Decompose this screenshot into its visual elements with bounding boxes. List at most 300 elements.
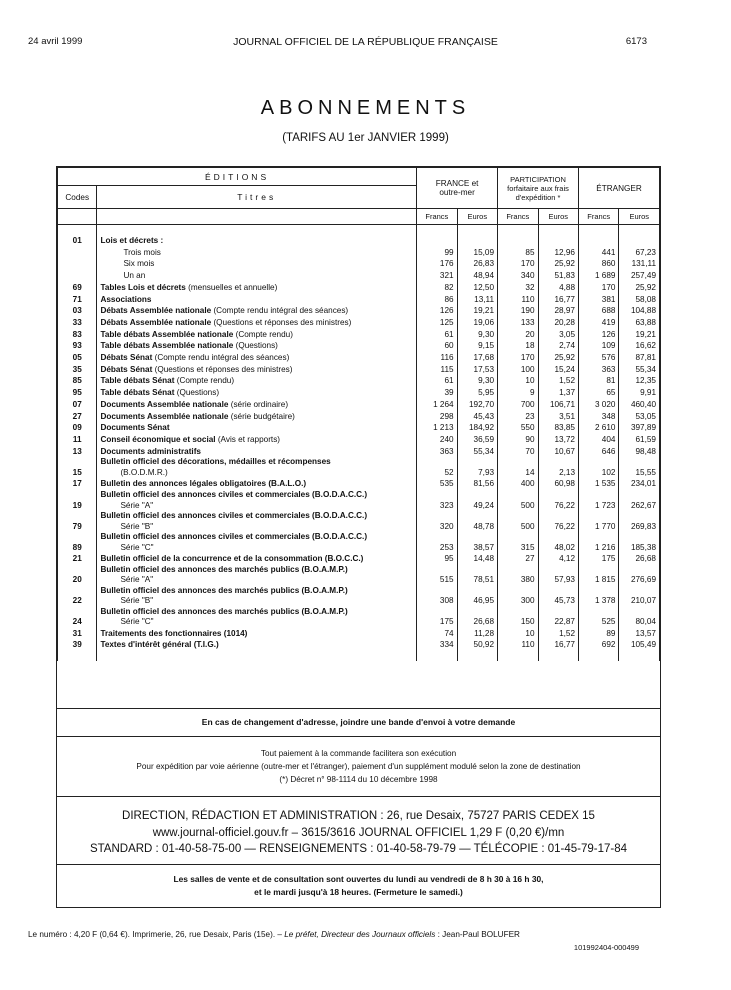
cell-participation-euros: 83,85 [538,422,578,434]
row-title-text: Bulletin officiel des annonces des marchés publics (B.O.A.M.P.) [100,564,348,574]
cell-participation-euros: 2,74 [538,340,578,352]
payment-box [57,736,660,796]
row-title-line2: Série "B" [120,596,154,606]
row-title-text: Débats Assemblée nationale [100,317,212,327]
row-code [58,247,97,259]
cell-france-euros: 45,43 [457,411,497,423]
row-code: 27 [58,411,97,423]
cell-france-euros: 15,09 [457,247,497,259]
cell-participation-francs [498,235,538,247]
cell-participation-euros: 15,24 [538,364,578,376]
cell-participation-euros: 25,92 [538,352,578,364]
footer-line [28,930,640,939]
unit-euros: Euros [457,209,497,225]
cell-participation-francs: 27 [498,553,538,565]
row-title-text: Table débats Assemblée nationale [100,341,234,351]
cell-participation-euros: 76,22 [538,511,578,532]
row-title-line2: Série "A" [120,575,154,585]
cell-etranger-francs: 381 [579,294,619,306]
cell-etranger-euros: 61,59 [619,434,660,446]
row-title [97,282,417,294]
row-code [58,270,97,282]
cell-etranger-euros [619,235,660,247]
row-title-text: Table débats Assemblée nationale [100,329,234,339]
row-title [97,478,417,490]
page-number: 6173 [625,36,647,47]
cell-participation-francs: 70 [498,446,538,458]
row-title-detail: (Questions) [176,388,220,398]
cell-etranger-euros: 25,92 [619,282,660,294]
cell-france-euros: 50,92 [457,639,497,651]
row-title-text: Bulletin officiel des annonces des marchés publics (B.O.A.M.P.) [100,606,348,616]
cell-etranger-euros: 131,11 [619,258,660,270]
cell-etranger-francs: 1 216 [579,532,619,553]
row-title-text: Textes d'intérêt général (T.I.G.) [100,640,219,650]
cell-france-francs: 74 [417,628,457,640]
cell-etranger-euros: 9,91 [619,387,660,399]
row-title-text: Documents Sénat [100,423,170,433]
row-title-text: Bulletin officiel des annonces civiles et commerciales (B.O.D.A.C.C.) [100,532,368,542]
cell-france-francs: 61 [417,375,457,387]
cell-participation-euros: 16,77 [538,639,578,651]
row-title-detail: (série budgétaire) [230,411,295,421]
cell-france-francs: 240 [417,434,457,446]
table-row [58,282,660,294]
row-title [97,294,417,306]
row-code: 31 [58,628,97,640]
row-code: 21 [58,553,97,565]
cell-etranger-francs: 81 [579,375,619,387]
cell-participation-francs: 100 [498,364,538,376]
row-title-text: Bulletin des annonces légales obligatoires (B.A.L.O.) [100,479,307,489]
cell-france-euros: 11,28 [457,628,497,640]
cell-etranger-euros: 26,68 [619,553,660,565]
cell-etranger-francs: 175 [579,553,619,565]
cell-participation-francs: 10 [498,375,538,387]
cell-france-euros: 49,24 [457,490,497,511]
row-code: 39 [58,639,97,651]
cell-participation-euros: 48,02 [538,532,578,553]
row-code: 07 [58,399,97,411]
cell-participation-euros: 1,37 [538,387,578,399]
cell-france-francs: 1 213 [417,422,457,434]
table-row [58,490,660,511]
participation-header: PARTICIPATION forfaitaire aux frais d'expédition * [498,168,579,209]
unit-francs: Francs [417,209,457,225]
cell-etranger-euros: 16,62 [619,340,660,352]
table-row [58,375,660,387]
cell-france-francs: 61 [417,329,457,341]
row-title [97,457,417,478]
cell-participation-francs: 20 [498,329,538,341]
cell-etranger-euros: 210,07 [619,586,660,607]
reference-number: 101992404-000499 [573,943,639,952]
codes-header: Codes [58,186,97,209]
cell-etranger-francs: 3 020 [579,399,619,411]
row-title [97,586,417,607]
cell-france-euros: 48,94 [457,270,497,282]
row-title [97,364,417,376]
cell-france-francs: 1 264 [417,399,457,411]
row-title [97,247,417,259]
row-title-line2: Série "C" [120,542,154,552]
row-title [97,565,417,586]
cell-etranger-euros: 19,21 [619,329,660,341]
table-row [58,270,660,282]
editions-header: ÉDITIONS [58,168,417,186]
row-title-text: Bulletin officiel des annonces des marchés publics (B.O.A.M.P.) [100,585,348,595]
cell-france-euros: 9,15 [457,340,497,352]
cell-participation-francs: 85 [498,247,538,259]
cell-etranger-francs: 102 [579,457,619,478]
cell-france-francs: 116 [417,352,457,364]
footer-price: Le numéro : 4,20 F (0,64 €). Imprimerie, 26, rue Desaix, Paris (15e). – [28,930,282,939]
row-title-text: Table débats Sénat [100,388,175,398]
cell-etranger-francs: 1 378 [579,586,619,607]
table-row [58,565,660,586]
row-title-text: Débats Sénat [100,353,153,363]
table-row [58,607,660,628]
cell-france-euros: 192,70 [457,399,497,411]
cell-etranger-euros: 397,89 [619,422,660,434]
cell-etranger-euros: 12,35 [619,375,660,387]
cell-france-francs: 52 [417,457,457,478]
row-title [97,317,417,329]
cell-etranger-francs: 688 [579,305,619,317]
row-title-text: Six mois [123,259,155,269]
cell-france-euros: 48,78 [457,511,497,532]
table-row [58,329,660,341]
table-row [58,352,660,364]
cell-participation-francs: 110 [498,639,538,651]
row-code: 24 [58,607,97,628]
cell-etranger-euros: 104,88 [619,305,660,317]
cell-france-francs: 60 [417,340,457,352]
cell-participation-euros: 106,71 [538,399,578,411]
row-title [97,305,417,317]
table-row [58,457,660,478]
cell-etranger-francs: 1 770 [579,511,619,532]
cell-participation-francs: 315 [498,532,538,553]
row-title-detail: (série ordinaire) [230,399,289,409]
cell-etranger-francs: 1 689 [579,270,619,282]
cell-participation-euros: 4,12 [538,553,578,565]
cell-etranger-euros: 58,08 [619,294,660,306]
salles-line: Les salles de vente et de consultation sont ouvertes du lundi au vendredi de 8 h 30 à 16 h 30, [173,874,544,884]
payment-line: Tout paiement à la commande facilitera son exécution [260,749,457,758]
row-title-detail: (Compte rendu) [176,376,235,386]
cell-france-francs: 308 [417,586,457,607]
cell-etranger-francs: 441 [579,247,619,259]
cell-france-euros: 19,06 [457,317,497,329]
cell-participation-euros: 28,97 [538,305,578,317]
cell-etranger-euros: 460,40 [619,399,660,411]
row-code: 22 [58,586,97,607]
table-row [58,446,660,458]
row-code: 09 [58,422,97,434]
cell-participation-francs: 550 [498,422,538,434]
cell-france-euros: 19,21 [457,305,497,317]
row-title [97,434,417,446]
row-title-text: Un an [123,271,146,281]
row-title-text: Conseil économique et social [100,434,216,444]
row-code: 33 [58,317,97,329]
table-row [58,639,660,651]
cell-etranger-francs: 126 [579,329,619,341]
tarifs-body [58,225,660,662]
row-code: 95 [58,387,97,399]
cell-france-euros: 81,56 [457,478,497,490]
cell-participation-euros: 1,52 [538,375,578,387]
salles-box [57,864,660,907]
row-title [97,607,417,628]
cell-france-francs: 334 [417,639,457,651]
cell-france-francs: 82 [417,282,457,294]
cell-participation-euros: 57,93 [538,565,578,586]
cell-etranger-euros: 257,49 [619,270,660,282]
cell-participation-francs: 500 [498,490,538,511]
row-title [97,490,417,511]
row-title [97,399,417,411]
cell-france-francs: 39 [417,387,457,399]
row-title-line2: Série "C" [120,617,154,627]
row-code: 01 [58,235,97,247]
cell-participation-francs: 10 [498,628,538,640]
cell-participation-francs: 32 [498,282,538,294]
row-code: 05 [58,352,97,364]
blank-header [97,209,417,225]
cell-etranger-francs: 1 815 [579,565,619,586]
table-row [58,235,660,247]
row-title-text: Bulletin officiel des annonces civiles et commerciales (B.O.D.A.C.C.) [100,490,368,500]
row-title-detail: (Compte rendu intégral des séances) [213,306,349,316]
cell-participation-francs: 190 [498,305,538,317]
cell-france-francs: 320 [417,511,457,532]
content-frame [56,166,661,908]
row-title-text: Table débats Sénat [100,376,175,386]
cell-france-euros: 46,95 [457,586,497,607]
cell-etranger-francs: 525 [579,607,619,628]
cell-france-francs: 535 [417,478,457,490]
cell-participation-francs: 23 [498,411,538,423]
row-title [97,352,417,364]
row-title-text: Trois mois [123,247,161,257]
cell-etranger-francs: 89 [579,628,619,640]
row-title-text: Documents administratifs [100,446,201,456]
cell-etranger-francs: 363 [579,364,619,376]
cell-france-euros: 38,57 [457,532,497,553]
journal-name: JOURNAL OFFICIEL DE LA RÉPUBLIQUE FRANÇAISE [233,36,498,48]
direction-info [57,797,660,858]
cell-france-euros: 14,48 [457,553,497,565]
cell-france-euros: 13,11 [457,294,497,306]
cell-france-francs: 515 [417,565,457,586]
payment-info [57,737,660,786]
cell-participation-euros [538,235,578,247]
row-title [97,446,417,458]
row-code: 69 [58,282,97,294]
cell-france-francs: 176 [417,258,457,270]
table-row [58,364,660,376]
cell-france-euros: 17,68 [457,352,497,364]
cell-participation-francs: 110 [498,294,538,306]
row-code: 93 [58,340,97,352]
address-note: En cas de changement d'adresse, joindre une bande d'envoi à votre demande [201,717,516,727]
table-row [58,399,660,411]
row-title-detail: (Questions) [235,341,278,351]
row-title [97,511,417,532]
etranger-header: ÉTRANGER [579,168,660,209]
table-row [58,478,660,490]
cell-participation-euros: 13,72 [538,434,578,446]
cell-participation-francs: 300 [498,586,538,607]
cell-etranger-euros: 63,88 [619,317,660,329]
cell-etranger-francs: 404 [579,434,619,446]
row-title-line2: (B.O.D.M.R.) [120,467,168,477]
cell-france-euros: 26,68 [457,607,497,628]
row-code: 35 [58,364,97,376]
cell-participation-euros: 4,88 [538,282,578,294]
cell-etranger-francs: 348 [579,411,619,423]
page-subtitle: (TARIFS AU 1er JANVIER 1999) [282,132,449,144]
cell-etranger-francs: 65 [579,387,619,399]
cell-france-euros: 17,53 [457,364,497,376]
cell-participation-euros: 3,51 [538,411,578,423]
cell-etranger-euros: 105,49 [619,639,660,651]
unit-euros: Euros [538,209,578,225]
table-row [58,586,660,607]
row-code: 20 [58,565,97,586]
cell-etranger-euros: 269,83 [619,511,660,532]
cell-etranger-francs: 109 [579,340,619,352]
row-code [58,258,97,270]
cell-participation-francs: 700 [498,399,538,411]
table-row [58,305,660,317]
cell-participation-euros: 1,52 [538,628,578,640]
table-row [58,511,660,532]
table-row [58,258,660,270]
row-title-detail: (Questions et réponses des ministres) [213,317,352,327]
cell-france-francs: 99 [417,247,457,259]
cell-france-euros: 78,51 [457,565,497,586]
row-title-detail: (Compte rendu intégral des séances) [154,353,290,363]
cell-participation-francs: 500 [498,511,538,532]
row-title [97,329,417,341]
cell-etranger-francs: 419 [579,317,619,329]
cell-france-euros: 55,34 [457,446,497,458]
cell-participation-francs: 14 [498,457,538,478]
cell-participation-francs: 380 [498,565,538,586]
cell-participation-euros: 25,92 [538,258,578,270]
cell-participation-francs: 400 [498,478,538,490]
row-code: 19 [58,490,97,511]
row-title-text: Documents Assemblée nationale [100,399,229,409]
cell-france-euros: 12,50 [457,282,497,294]
cell-france-francs: 115 [417,364,457,376]
direction-line: www.journal-officiel.gouv.fr – 3615/3616 JOURNAL OFFICIEL 1,29 F (0,20 €)/mn [152,826,565,839]
direction-box [57,796,660,864]
row-code: 11 [58,434,97,446]
direction-line: DIRECTION, RÉDACTION ET ADMINISTRATION : 26, rue Desaix, 75727 PARIS CEDEX 15 [122,810,595,822]
footer-prefet: Le préfet, Directeur des Journaux officiels [284,930,436,939]
cell-france-euros: 26,83 [457,258,497,270]
row-code: 85 [58,375,97,387]
cell-participation-euros: 22,87 [538,607,578,628]
cell-participation-euros: 2,13 [538,457,578,478]
row-title [97,532,417,553]
table-row [58,422,660,434]
cell-participation-francs: 90 [498,434,538,446]
row-title-text: Documents Assemblée nationale [100,411,229,421]
unit-francs: Francs [498,209,538,225]
cell-etranger-euros: 67,23 [619,247,660,259]
cell-participation-euros: 12,96 [538,247,578,259]
salles-info [57,865,660,899]
cell-participation-francs: 150 [498,607,538,628]
address-note-box [57,708,660,736]
row-code: 71 [58,294,97,306]
cell-participation-francs: 170 [498,258,538,270]
cell-participation-francs: 9 [498,387,538,399]
row-title-text: Débats Sénat [100,364,153,374]
table-row [58,532,660,553]
table-row [58,628,660,640]
row-title-text: Traitements des fonctionnaires (1014) [100,628,248,638]
unit-francs: Francs [579,209,619,225]
row-title [97,639,417,651]
row-code: 03 [58,305,97,317]
cell-etranger-euros: 98,48 [619,446,660,458]
cell-participation-francs: 340 [498,270,538,282]
table-row [58,553,660,565]
cell-etranger-euros: 55,34 [619,364,660,376]
table-row [58,387,660,399]
tarifs-table [57,167,660,661]
cell-france-euros: 9,30 [457,375,497,387]
cell-france-francs: 95 [417,553,457,565]
row-title-line2: Série "B" [120,521,154,531]
cell-participation-euros: 20,28 [538,317,578,329]
row-title-line2: Série "A" [120,500,154,510]
row-title [97,270,417,282]
cell-etranger-francs: 646 [579,446,619,458]
table-row [58,294,660,306]
cell-participation-euros: 76,22 [538,490,578,511]
cell-france-euros: 36,59 [457,434,497,446]
cell-etranger-euros: 87,81 [619,352,660,364]
row-title [97,553,417,565]
cell-participation-euros: 16,77 [538,294,578,306]
row-code: 13 [58,446,97,458]
cell-france-francs: 86 [417,294,457,306]
row-title-detail: (Compte rendu) [235,329,293,339]
table-row [58,411,660,423]
cell-participation-euros: 10,67 [538,446,578,458]
row-title [97,628,417,640]
cell-france-francs: 363 [417,446,457,458]
cell-etranger-euros: 262,67 [619,490,660,511]
payment-line: Pour expédition par voie aérienne (outre-mer et l'étranger), paiement d'un supplément modulé selon la zone de destination [136,762,581,771]
row-title [97,258,417,270]
row-title [97,235,417,247]
cell-participation-francs: 18 [498,340,538,352]
row-code: 15 [58,457,97,478]
row-title [97,387,417,399]
row-title [97,411,417,423]
cell-etranger-euros: 185,38 [619,532,660,553]
row-title-text: Bulletin officiel des annonces civiles et commerciales (B.O.D.A.C.C.) [100,511,368,521]
row-title-detail: (Questions et réponses des ministres) [154,364,293,374]
